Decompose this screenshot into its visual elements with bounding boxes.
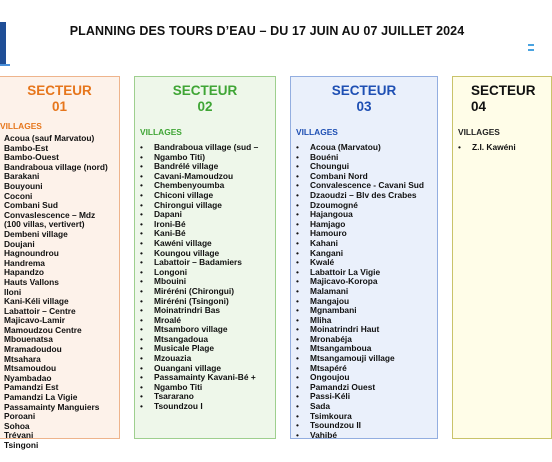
village-item: • Tsoundzou II (291, 421, 437, 431)
logo-right-icon (528, 44, 534, 58)
sector-heading: SECTEUR (27, 83, 92, 98)
village-item: • Convalescence - Cavani Sud (291, 181, 437, 191)
sector-heading: SECTEUR (172, 83, 238, 98)
sector-03-panel (290, 76, 438, 439)
village-item: • Combani Nord (291, 172, 437, 182)
village-item: Mramadoudou (4, 344, 62, 355)
village-item: Pamandzi Est (4, 382, 59, 393)
village-item: Bandraboua village (nord) (4, 161, 108, 172)
village-item: • Ongoujou (291, 373, 437, 383)
village-item: • Vahibé (291, 431, 437, 441)
village-item: • Mtsangamboua (291, 344, 437, 354)
category-label: VILLAGES (140, 127, 182, 137)
village-item: • Kwalé (291, 258, 437, 268)
village-item: • Chirongui village (135, 201, 275, 211)
village-item: • Majicavo-Koropa (291, 277, 437, 287)
village-item: • Longoni (135, 268, 275, 278)
village-item: • Ironi-Bé (135, 220, 275, 230)
village-item: • Miréréni (Chirongui) (135, 287, 275, 297)
village-item: • Mronabéja (291, 335, 437, 345)
village-item: • Hamjago (291, 220, 437, 230)
village-item: (100 villas, vertivert) (4, 219, 85, 230)
sector-heading: SECTEUR (331, 83, 397, 98)
village-item: • Cavani-Mamoudzou (135, 172, 275, 182)
village-item: Hauts Vallons (4, 276, 59, 287)
village-item: • Mtsamboro village (135, 325, 275, 335)
page-title: PLANNING DES TOURS D’EAU – DU 17 JUIN AU 07 JUILLET 2024 (69, 24, 465, 38)
logo-left-underline (0, 64, 10, 66)
village-item: Doujani (4, 238, 35, 249)
village-item: • Mzouazia (135, 354, 275, 364)
village-item: • Labattoir – Badamiers (135, 258, 275, 268)
village-item: Bouyouni (4, 180, 43, 191)
village-item: Pamandzi La Vigie (4, 392, 78, 403)
village-item: Nyambadao (4, 372, 52, 383)
village-item: • Tsararano (135, 392, 275, 402)
sector-number: 04 (471, 99, 487, 114)
village-list (453, 143, 551, 153)
village-item: Mtsamoudou (4, 363, 57, 374)
village-item: • Tsoundzou I (135, 402, 275, 412)
village-item: • Kawéni village (135, 239, 275, 249)
village-item: Labattoir – Centre (4, 305, 76, 316)
village-item: • Pamandzi Ouest (291, 383, 437, 393)
village-item: Hapandzo (4, 267, 45, 278)
village-item: • Bandrélé village (135, 162, 275, 172)
village-item: • Mliha (291, 316, 437, 326)
village-item: • Choungui (291, 162, 437, 172)
village-item: • Kani-Bé (135, 229, 275, 239)
village-item: Bambo-Est (4, 142, 49, 153)
village-item: • Chembenyoumba (135, 181, 275, 191)
village-list (135, 143, 275, 412)
village-item: Poroani (4, 411, 36, 422)
category-label: VILLAGES (0, 121, 42, 131)
village-item: • Kahani (291, 239, 437, 249)
sector-01-panel (0, 76, 120, 450)
village-item: • Mangajou (291, 297, 437, 307)
village-item: • Passi-Kéli (291, 392, 437, 402)
village-item: Mtsahara (4, 353, 41, 364)
village-item: Iloni (4, 286, 22, 297)
sector-number: 03 (356, 99, 372, 114)
village-item: • Passamainty Kavani-Bé + (135, 373, 275, 383)
village-item: Acoua (sauf Marvatou) (4, 133, 95, 143)
village-item: Tsingoni (4, 440, 39, 450)
village-item: Coconi (4, 190, 33, 201)
village-item: • Labattoir La Vigie (291, 268, 437, 278)
village-item: Passamainty Manguiers (4, 401, 100, 412)
village-item: • Miréréni (Tsingoni) (135, 297, 275, 307)
village-item: • Ngambo Titi (135, 383, 275, 393)
village-item: • Kangani (291, 249, 437, 259)
category-label: VILLAGES (458, 127, 500, 137)
village-list (0, 134, 119, 451)
sector-number: 01 (51, 99, 68, 114)
village-item: • Mroalé (135, 316, 275, 326)
village-item: Bambo-Ouest (4, 152, 59, 163)
village-item: • Dapani (135, 210, 275, 220)
village-item: • Mtsapéré (291, 364, 437, 374)
village-item: • Moinatrindri Bas (135, 306, 275, 316)
village-item: Mamoudzou Centre (4, 324, 82, 335)
sector-heading: SECTEUR (471, 83, 536, 98)
village-item: Majicavo-Lamir (4, 315, 65, 326)
village-item: • Dzaoudzi – Blv des Crabes (291, 191, 437, 201)
village-item: • Mtsangamouji village (291, 354, 437, 364)
sector-04-panel (452, 76, 552, 439)
category-label: VILLAGES (296, 127, 338, 137)
village-item: • Hamouro (291, 229, 437, 239)
village-item: • Bandraboua village (sud – (135, 143, 275, 153)
village-item: Hagnoundrou (4, 248, 59, 259)
village-list (291, 143, 437, 440)
village-item: Combani Sud (4, 200, 58, 211)
village-item: • Mbouini (135, 277, 275, 287)
village-item: Barakani (4, 171, 40, 182)
village-item: • Malamani (291, 287, 437, 297)
village-item: • Ouangani village (135, 364, 275, 374)
village-item: Sohoa (4, 420, 30, 431)
village-item: • Koungou village (135, 249, 275, 259)
village-item: Convaslescence – Mdz (4, 209, 96, 220)
village-item: Dembeni village (4, 228, 68, 239)
village-item: • Mgnambani (291, 306, 437, 316)
village-item: • Hajangoua (291, 210, 437, 220)
sector-02-panel (134, 76, 276, 439)
village-item: • Chiconi village (135, 191, 275, 201)
village-item: • Dzoumogné (291, 201, 437, 211)
village-item: • Acoua (Marvatou) (291, 143, 437, 153)
village-item: • Moinatrindri Haut (291, 325, 437, 335)
village-item: Trévani (4, 430, 34, 441)
village-item: Mbouenatsa (4, 334, 53, 345)
village-item: • Sada (291, 402, 437, 412)
village-item: • Z.I. Kawéni (453, 143, 551, 153)
village-item: • Mtsangadoua (135, 335, 275, 345)
village-item: Handrema (4, 257, 45, 268)
village-item: Kani-Kéli village (4, 296, 69, 307)
sector-number: 02 (197, 99, 213, 114)
village-item: • Ngambo Titi) (135, 153, 275, 163)
village-item: • Tsimkoura (291, 412, 437, 422)
village-item: • Musicale Plage (135, 344, 275, 354)
village-item: • Bouéni (291, 153, 437, 163)
